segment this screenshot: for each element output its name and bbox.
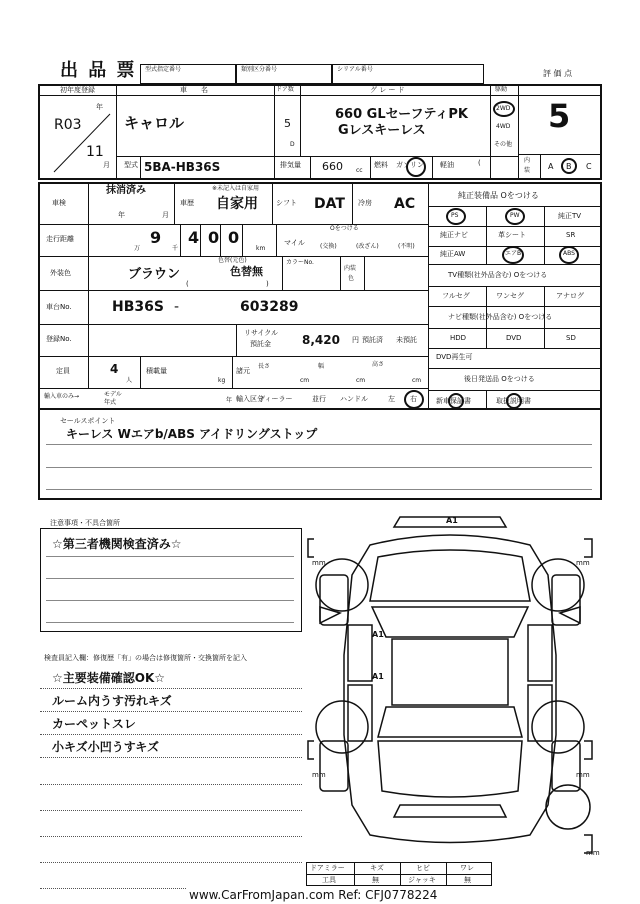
equip-pw: PW bbox=[510, 212, 520, 219]
grade-label: グ レ ー ド bbox=[370, 86, 405, 94]
interior-a: A bbox=[548, 162, 554, 171]
equip-airbag: エアB bbox=[505, 250, 522, 257]
caution-label: 注意事項・不具合箇所 bbox=[50, 519, 120, 527]
serial-field: シリアル番号 bbox=[332, 64, 484, 84]
reg-year: R03 bbox=[54, 117, 82, 133]
caution-text: ☆第三者機関検査済み☆ bbox=[52, 537, 182, 551]
mileage-digit-3: 0 bbox=[228, 228, 240, 247]
inspector-label: 検査員記入欄：修復歴「有」の場合は修復箇所・交換箇所を記入 bbox=[44, 654, 247, 662]
grade-line-2: Gレスキーレス bbox=[338, 123, 426, 138]
watermark-footer: www.CarFromJapan.com Ref: CFJ0778224 bbox=[186, 888, 440, 902]
handle-right: 右 bbox=[410, 395, 417, 403]
doc-warranty: 新車保証書 bbox=[436, 397, 471, 405]
sales-point-text: キーレス Wエアb/ABS アイドリングストップ bbox=[66, 427, 318, 441]
mileage-man: 9 bbox=[150, 228, 162, 247]
equip-ps: PS bbox=[451, 212, 459, 219]
doors-label: ドア数 bbox=[276, 86, 294, 93]
capacity: 4 bbox=[110, 362, 119, 376]
usage-type: 自家用 bbox=[216, 196, 258, 212]
displacement: 660 bbox=[322, 160, 343, 173]
sales-point-box bbox=[38, 410, 602, 500]
note-line-1: ☆主要装備確認OK☆ bbox=[52, 671, 166, 685]
shaken-value: 抹消済み bbox=[106, 185, 146, 196]
interior-b: B bbox=[566, 162, 572, 171]
drive-label: 駆動 bbox=[495, 86, 508, 93]
chassis-number: 603289 bbox=[240, 299, 299, 315]
grade-line-1: 660 GLセーフティPK bbox=[335, 107, 469, 122]
exterior-color: ブラウン bbox=[128, 267, 181, 282]
fuel-gasoline-circle bbox=[406, 157, 426, 177]
chassis-prefix: HB36S bbox=[112, 299, 164, 315]
eval-label: 評 価 点 bbox=[543, 69, 573, 78]
doc-manual: 取扱説明書 bbox=[496, 397, 531, 405]
door-count: 5 bbox=[284, 117, 291, 130]
shift: DAT bbox=[314, 196, 345, 212]
air-conditioner: AC bbox=[394, 196, 416, 212]
car-name: キャロル bbox=[124, 114, 185, 132]
interior-b-circle bbox=[561, 158, 577, 174]
category-field: 類別区分番号 bbox=[236, 64, 332, 84]
mileage-digit-2: 0 bbox=[208, 228, 220, 247]
model-code: 5BA-HB36S bbox=[144, 160, 221, 174]
sheet-title: 出 品 票 bbox=[60, 60, 137, 81]
car-name-label: 車 名 bbox=[180, 86, 208, 94]
equipment-header: 純正装備品 Oをつける bbox=[458, 191, 539, 200]
repaint: 色替無 bbox=[230, 265, 263, 278]
evaluation-score: 5 bbox=[548, 97, 571, 135]
equip-abs: ABS bbox=[563, 250, 575, 257]
car-damage-diagram bbox=[300, 505, 620, 865]
first-reg-label: 初年度登録 bbox=[60, 86, 95, 94]
note-line-3: カーペットスレ bbox=[52, 717, 136, 731]
recycle-fee: 8,420 bbox=[302, 333, 340, 347]
reg-month: 11 bbox=[86, 144, 104, 160]
interior-c: C bbox=[586, 162, 592, 171]
handle-right-circle bbox=[404, 390, 424, 409]
damage-left-rear-door: A1 bbox=[372, 672, 384, 681]
damage-front-bumper: A1 bbox=[446, 516, 458, 525]
mileage-digit-1: 4 bbox=[188, 228, 200, 247]
damage-left-front-door: A1 bbox=[372, 630, 384, 639]
note-line-4: 小キズ小凹うすキズ bbox=[52, 740, 160, 754]
type-spec-field: 型式指定番号 bbox=[140, 64, 236, 84]
note-line-2: ルーム内うす汚れキズ bbox=[52, 694, 172, 708]
